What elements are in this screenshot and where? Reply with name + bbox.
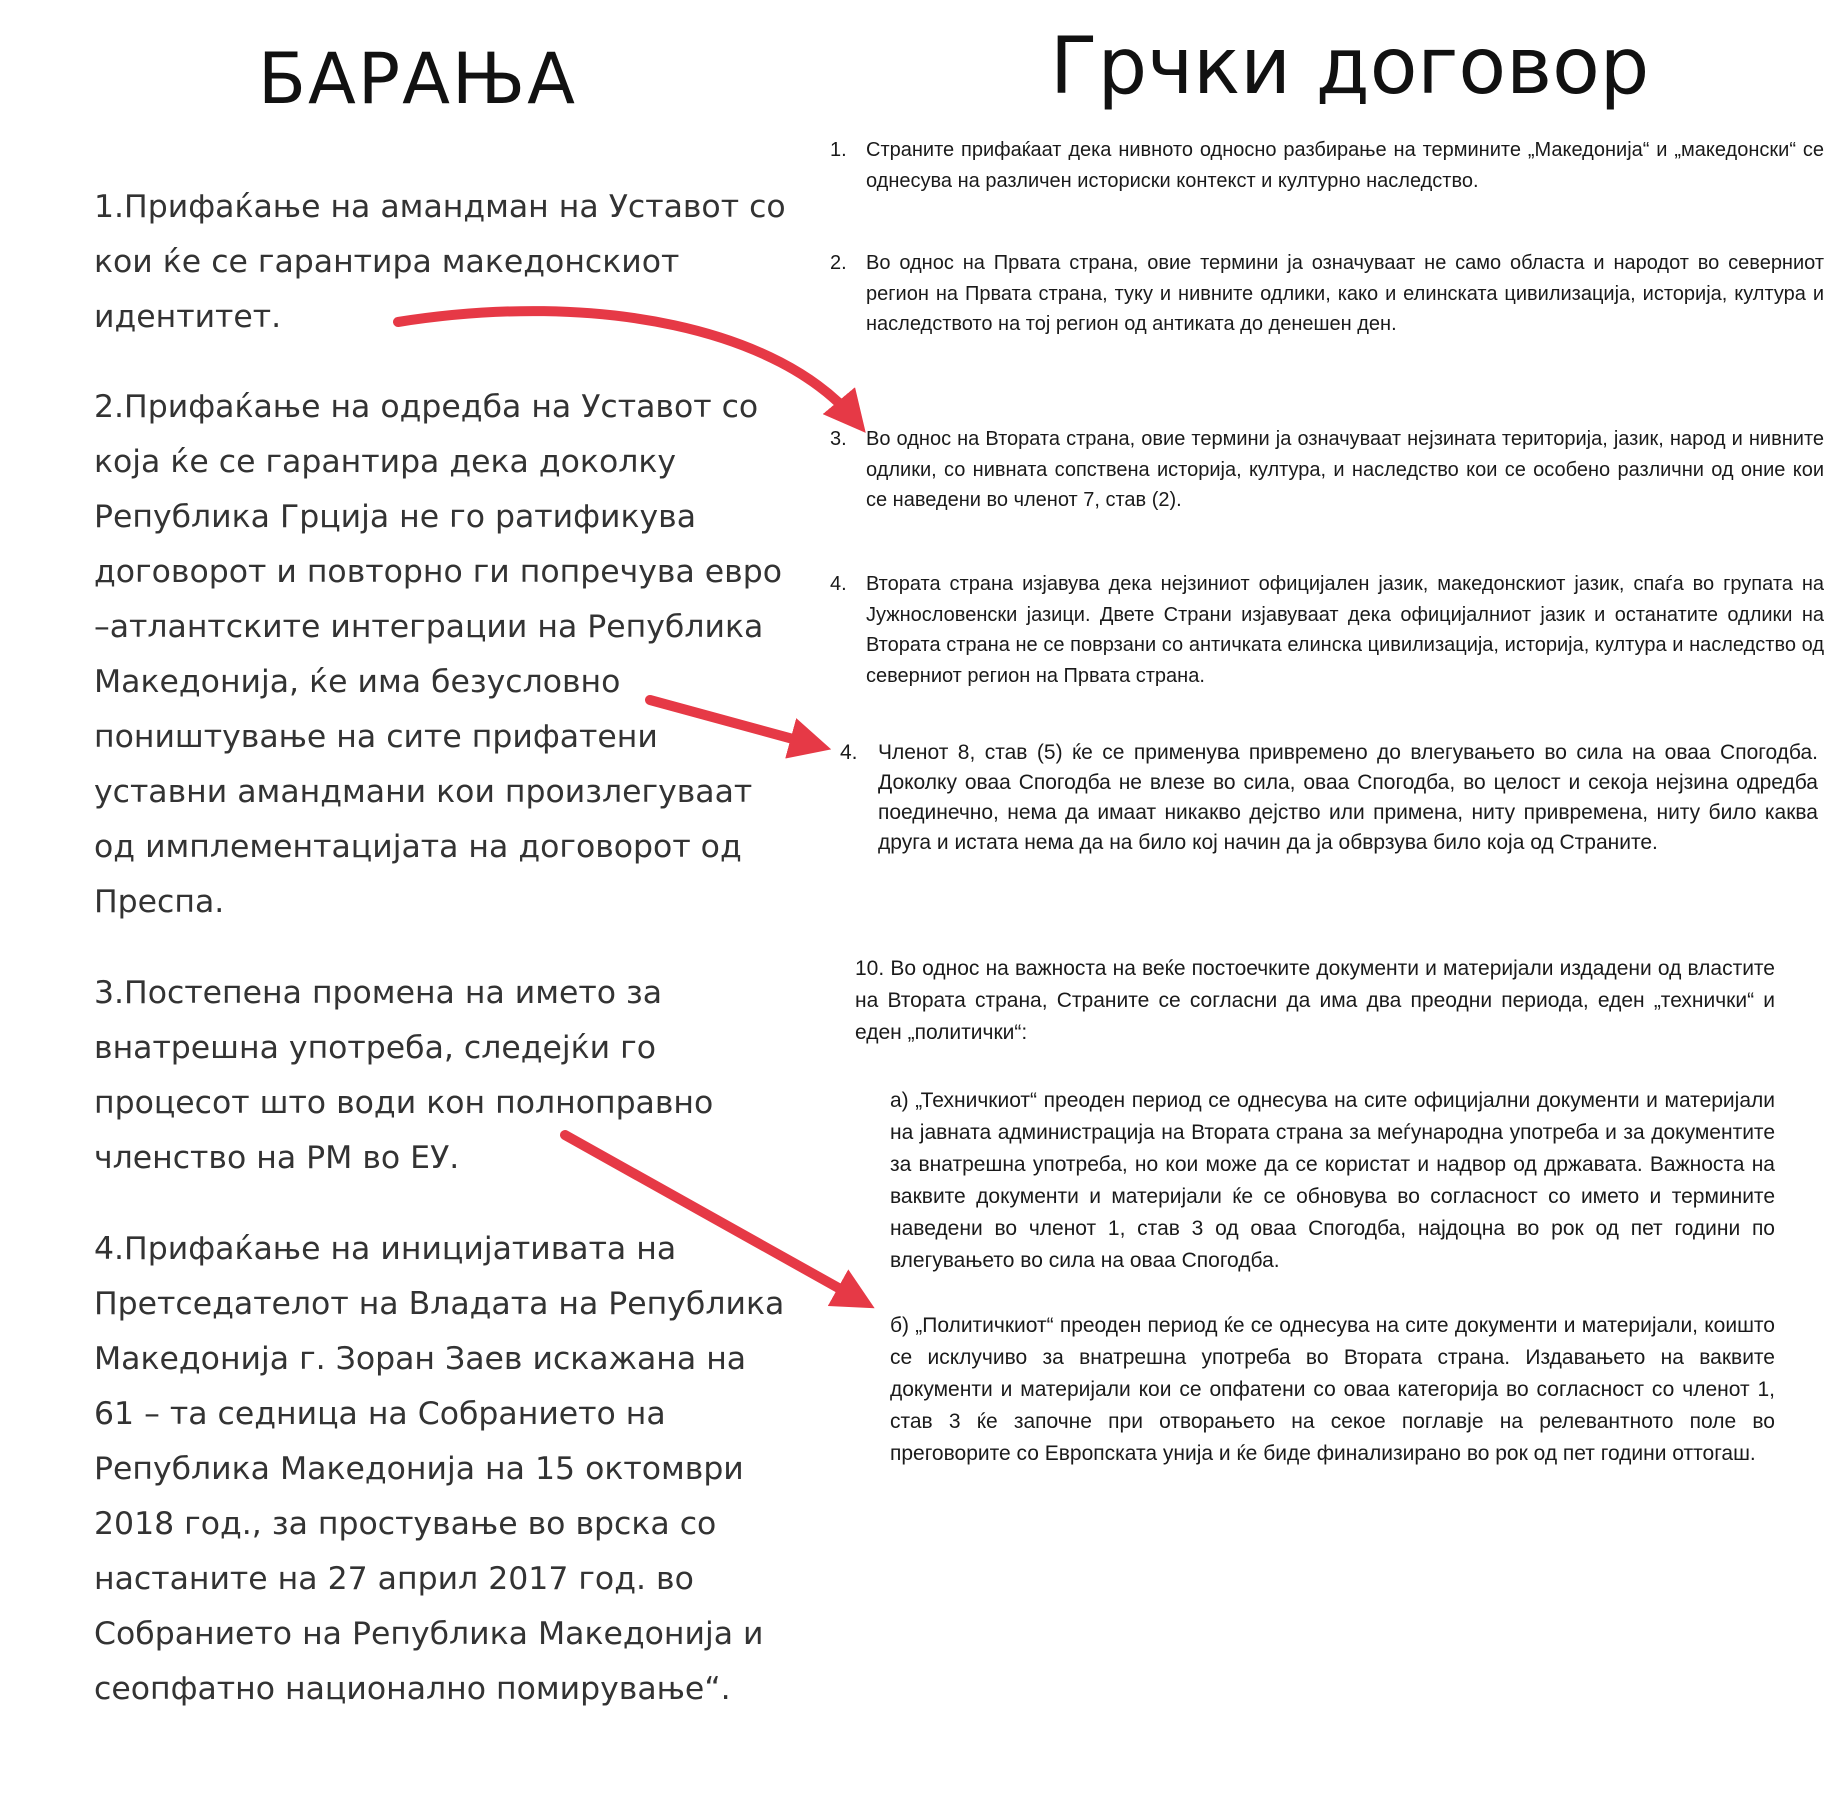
treaty-clause-10a: а) „Техничкиот“ преоден период се однесува на сите официјални документи и материјали на јавната администрација на Втората страна за меѓународна употреба и за документите за внатрешна употреба, но кои може да се користат и надвор од државата. Важноста на ваквите документи и материјали ќе се обновува во согласност со името и термините наведени во членот 1, став 3 од оваа Спогодба, најдоцна во рок од пет години по влегувањето во сила на оваа Спогодба. [890, 1089, 1775, 1272]
clause-text: Страните прифаќаат дека нивното односно разбирање на термините „Македонија“ и „македонски“ се однесува на различен историски контекст и културно наследство. [866, 139, 1824, 192]
clause-number: 3. [830, 428, 847, 450]
demand-item-4: 4.Прифаќање на иницијативата на Претседателот на Владата на Република Македонија г. Зоран Заев искажана на 61 – та седница на Собранието на Република Македонија на 15 октомври 2018 год., за простување во врска со настаните на 27 април 2017 год. во Собранието на Република Македонија и сеопфатно национално помирување“. [94, 1231, 785, 1707]
demand-item-2: 2.Прифаќање на одредба на Уставот со која ќе се гарантира дека доколку Република Грција не го ратификува договорот и повторно ги попречува евро –атлантските интеграции на Република Македонија, ќе има безусловно поништување на сите прифатени уставни амандмани кои произлегуваат од имплементацијата на договорот од Преспа. [94, 389, 782, 920]
treaty-clause-3 [830, 424, 1824, 516]
left-title: БАРАЊА [258, 38, 578, 120]
right-title: Грчки договор [1050, 22, 1650, 112]
clause-text: Во однос на Првата страна, овие термини ја означуваат не само областа и народот во северниот регион на Првата страна, туку и нивните одлики, како и елинската цивилизација, историја, култура и наследството на тој регион од антиката до денешен ден. [866, 252, 1824, 335]
treaty-clause-10b: б) „Политичкиот“ преоден период ќе се однесува на сите документи и материјали, коишто се исклучиво за внатрешна употреба во Втората страна. Издавањето на ваквите документи и материјали кои се опфатени со оваа категорија во согласност со членот 1, став 3 ќе започне при отворањето на секое поглавје на релевантното поле во преговорите со Европската унија и ќе биде финализирано во рок од пет години оттогаш. [890, 1314, 1775, 1465]
demand-item-3: 3.Постепена промена на името за внатрешна употреба, следејќи го процесот што води кон полноправно членство на РМ во ЕУ. [94, 975, 714, 1176]
clause-number: 2. [830, 252, 847, 274]
clause-number: 1. [830, 139, 847, 161]
treaty-clause-2 [830, 248, 1824, 340]
clause-text: 10. Во однос на важноста на веќе постоечките документи и материјали издадени од властите на Втората страна, Страните се согласни да има два преодни периода, еден „технички“ и еден „политички“: [855, 957, 1775, 1044]
clause-text: Втората страна изјавува дека нејзиниот официјален јазик, македонскиот јазик, спаѓа во групата на Јужнословенски јазици. Двете Страни изјавуваат дека официјалниот јазик и останатите одлики на Втората страна не се поврзани со античката елинска цивилизација, историја, култура и наследство од северниот регион на Првата страна. [866, 573, 1824, 687]
treaty-clause-4 [830, 569, 1824, 691]
treaty-clause-1 [830, 135, 1824, 196]
demand-item-1: 1.Прифаќање на амандман на Уставот со кои ќе се гарантира македонскиот идентитет. [94, 189, 786, 335]
treaty-clause-10 [855, 953, 1775, 1049]
clause-number: 4. [840, 741, 858, 764]
clause-number: 4. [830, 573, 847, 595]
clause-text: Членот 8, став (5) ќе се применува привремено до влегувањето во сила на оваа Спогодба. Доколку оваа Спогодба не влезе во сила, оваа Спогодба, во целост и секоја нејзина одредба поединечно, нема да имаат никакво дејство или примена, ниту привремена, ниту било каква друга и истата нема да на било кој начин да ја обврзува било која од Страните. [878, 741, 1818, 854]
treaty-clause-4b [840, 738, 1818, 858]
clause-text: Во однос на Втората страна, овие термини ја означуваат нејзината територија, јазик, народ и нивните одлики, со нивната сопствена историја, култура, и наследство кои се особено различни од оние кои се наведени во членот 7, став (2). [866, 428, 1824, 511]
